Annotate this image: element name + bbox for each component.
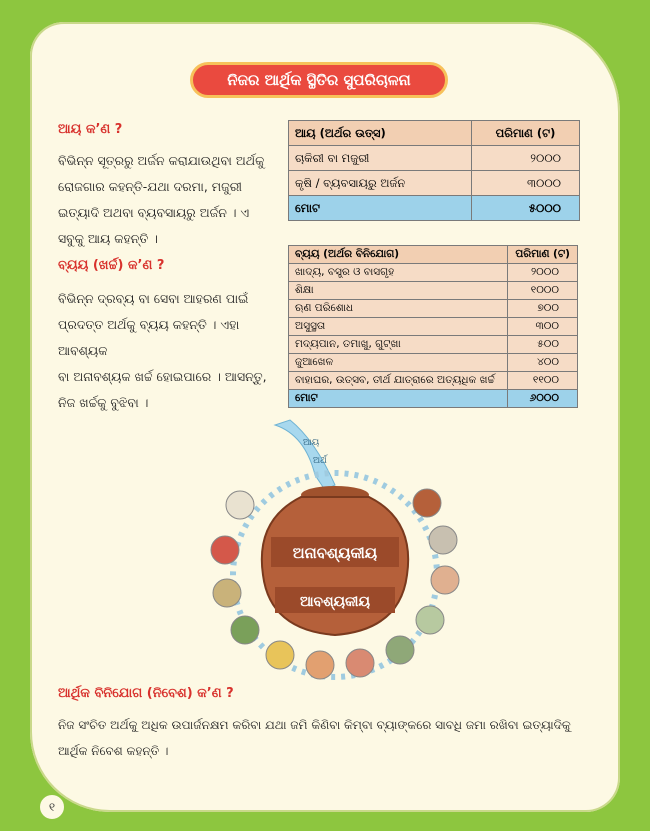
pot-label-unnecessary: ଅନାବଶ୍ୟକୀୟ xyxy=(292,544,378,562)
table-cell: ୫୦୦ xyxy=(508,336,578,354)
pot-label-necessary: ଆବଶ୍ୟକୀୟ xyxy=(299,594,371,610)
paragraph-expense xyxy=(58,286,283,416)
table-cell: ମୋଟ xyxy=(289,196,472,221)
text-line: ଇତ୍ୟାଦି ଅଥବା ବ୍ୟବସାୟରୁ ଅର୍ଜନ । ଏ xyxy=(58,205,250,220)
table-row xyxy=(289,300,578,318)
table-cell: ୨୦୦୦ xyxy=(472,146,580,171)
text-line: ବା ଅନାବଶ୍ୟକ ଖର୍ଚ୍ଚ ହୋଇପାରେ । ଆସନ୍ତୁ, xyxy=(58,369,267,384)
header-cell: ପରିମାଣ (ଟ) xyxy=(472,121,580,146)
water-stream-icon xyxy=(275,420,335,490)
header-cell: ବ୍ୟୟ (ଅର୍ଥର ବିନିଯୋଗ) xyxy=(289,246,508,264)
stream-label: ଅର୍ଥ xyxy=(313,456,327,466)
item-icon xyxy=(346,649,374,677)
table-cell: ୧୧୦୦ xyxy=(508,372,578,390)
table-cell: ଋଣ ପରିଶୋଧ xyxy=(289,300,508,318)
page-title: ନିଜର ଆର୍ଥିକ ସ୍ଥିତିର ସୁପରିଚାଳନା xyxy=(190,62,448,98)
money-pot-illustration xyxy=(195,415,475,680)
header-cell: ଆୟ (ଅର୍ଥର ଉତ୍ସ) xyxy=(289,121,472,146)
table-cell: ଚାକିରୀ ବା ମଜୁରୀ xyxy=(289,146,472,171)
table-cell: ଖାଦ୍ୟ, ବସ୍ତ୍ର ଓ ବାସଗୃହ xyxy=(289,264,508,282)
table-row xyxy=(289,354,578,372)
text-line: ନିଜ ସଂଚିତ ଅର୍ଥକୁ ଅଧିକ ଉପାର୍ଜନକ୍ଷମ କରିବା ଯଥା ଜମି କିଣିବା କିମ୍ବା ବ୍ୟାଙ୍କରେ ସାବଧି ଜମା ରଖିବା ଇତ୍ୟାଦିକୁ xyxy=(58,718,571,732)
table-cell: ୫୦୦୦ xyxy=(472,196,580,221)
table-cell: ୭୦୦ xyxy=(508,300,578,318)
text-line: ବିଭିନ୍ନ ଦ୍ରବ୍ୟ ବା ସେବା ଆହରଣ ପାଇଁ xyxy=(58,291,249,306)
item-icon xyxy=(431,566,459,594)
table-cell: ଜୁଆଖେଳ xyxy=(289,354,508,372)
table-row xyxy=(289,318,578,336)
text-line: ରୋଜଗାର କହନ୍ତି-ଯଥା ଦରମା, ମଜୁରୀ xyxy=(58,179,242,194)
table-row xyxy=(289,146,580,171)
table-row xyxy=(289,336,578,354)
item-icon xyxy=(306,651,334,679)
table-total-row xyxy=(289,196,580,221)
text-line: ବିଭିନ୍ନ ସୂତ୍ରରୁ ଅର୍ଜନ କରାଯାଉଥିବା ଅର୍ଥକୁ xyxy=(58,153,265,168)
table-row xyxy=(289,264,578,282)
table-cell: ମୋଟ xyxy=(289,390,508,408)
header-cell: ପରିମାଣ (ଟ) xyxy=(508,246,578,264)
table-cell: ଶିକ୍ଷା xyxy=(289,282,508,300)
section-heading-income: ଆୟ କ’ଣ ? xyxy=(58,122,123,137)
table-cell: ୬୦୦୦ xyxy=(508,390,578,408)
table-cell: ୪୦୦ xyxy=(508,354,578,372)
table-row xyxy=(289,171,580,196)
expense-table xyxy=(288,245,578,408)
section-heading-expense: ବ୍ୟୟ (ଖର୍ଚ୍ଚ) କ’ଣ ? xyxy=(58,258,165,273)
item-icon xyxy=(266,641,294,669)
item-icon xyxy=(226,491,254,519)
table-cell: କୃଷି / ବ୍ୟବସାୟରୁ ଅର୍ଜନ xyxy=(289,171,472,196)
table-cell: ମଦ୍ୟପାନ, ତମାଖୁ, ଗୁଟ୍‌ଖା xyxy=(289,336,508,354)
item-icon xyxy=(429,526,457,554)
paragraph-income xyxy=(58,148,283,252)
text-line: ନିଜ ଖର୍ଚ୍ଚକୁ ବୁଝିବା । xyxy=(58,395,149,410)
table-header xyxy=(289,121,580,146)
item-icon xyxy=(231,616,259,644)
table-row xyxy=(289,372,578,390)
text-line: ସବୁକୁ ଆୟ କହନ୍ତି । xyxy=(58,231,158,246)
paragraph-investment xyxy=(58,712,608,764)
table-row xyxy=(289,282,578,300)
table-cell: ୨୦୦୦ xyxy=(508,264,578,282)
table-header xyxy=(289,246,578,264)
table-cell: ବାହାଘର, ଉତ୍ସବ, ତୀର୍ଥ ଯାତ୍ରାରେ ଅତ୍ୟଧିକ ଖର୍ଚ୍ଚ xyxy=(289,372,508,390)
item-icon xyxy=(416,606,444,634)
item-icon xyxy=(211,536,239,564)
text-line: ଆର୍ଥିକ ନିବେଶ କହନ୍ତି । xyxy=(58,744,169,758)
item-icon xyxy=(213,579,241,607)
item-icon xyxy=(386,636,414,664)
item-icon xyxy=(413,489,441,517)
income-table xyxy=(288,120,580,221)
text-line: ପ୍ରଦତ୍ତ ଅର୍ଥକୁ ବ୍ୟୟ କହନ୍ତି । ଏହା ଆବଶ୍ୟକ xyxy=(58,317,240,358)
table-cell: ୩୦୦୦ xyxy=(472,171,580,196)
stream-label: ଆୟ xyxy=(303,438,320,448)
page-number: ୧ xyxy=(38,793,66,821)
table-cell: ୧୦୦୦ xyxy=(508,282,578,300)
table-cell: ଅସୁସ୍ଥତା xyxy=(289,318,508,336)
section-heading-investment: ଆର୍ଥିକ ବିନିଯୋଗ (ନିବେଶ) କ’ଣ ? xyxy=(58,686,234,701)
table-cell: ୩୦୦ xyxy=(508,318,578,336)
table-total-row xyxy=(289,390,578,408)
